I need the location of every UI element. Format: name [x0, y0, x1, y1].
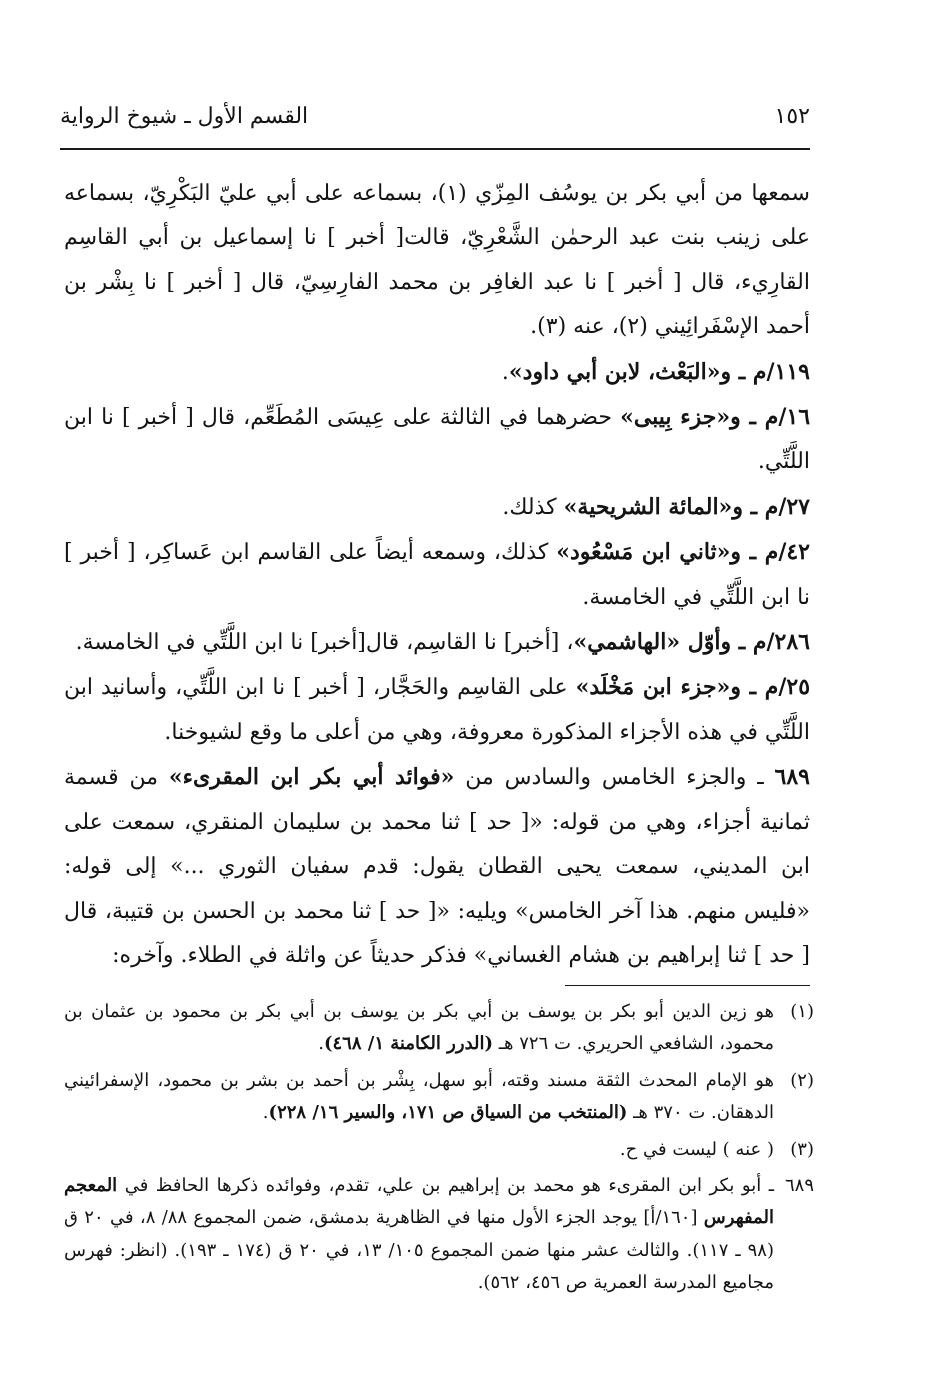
entry-text: على القاسِم والحَجَّار، [ أخبر ] نا ابن اللَّتِّي، وأسانيد ابن اللَّتِّي في هذه الأجزاء المذكورة معروفة، وهي من أعلى ما وقع لشيوخنا.	[64, 675, 810, 745]
footnote-2	[64, 1065, 814, 1130]
entry-tag: /م ـ وأوّل	[687, 629, 775, 656]
footnote-mark: (١)	[790, 1001, 814, 1022]
main-text	[64, 172, 810, 978]
entry-tag: /م ـ و	[730, 404, 787, 431]
entry-title: «المائة الشريحية»	[563, 493, 733, 520]
entry-text: .	[501, 359, 509, 385]
footnote-mark: ٦٨٩	[784, 1175, 814, 1197]
entry-lead: ـ والجزء الخامس والسادس من	[454, 765, 775, 791]
footnote-689	[64, 1170, 814, 1300]
entry-tag: /م ـ و	[730, 539, 787, 566]
entry-title: «جزء بِيبى»	[620, 404, 731, 431]
footnote-text: هو الإمام المحدث الثقة مسند وقته، أبو سهل، بِشْر بن أحمد بن بشر بن محمود، الإسفرائيني الدهقان. ت ٣٧٠ هـ	[64, 1069, 774, 1124]
entry-text: كذلك.	[502, 494, 564, 520]
entry-text: حضرهما في الثالثة على عِيسَى المُطَعِّم، قال [ أخبر ] نا ابن اللَّتِّي.	[64, 405, 810, 475]
entry-number: ٤٢	[786, 539, 810, 566]
entry-title: «فوائد أبي بكر ابن المقرىء»	[168, 764, 455, 791]
footnote-tail: .	[262, 1102, 269, 1124]
footnote-source: (الدرر الكامنة ١/ ٤٦٨)	[323, 1033, 494, 1055]
entry-title: «الهاشمي»	[573, 629, 688, 656]
entry-number: ٢٧	[786, 493, 810, 520]
footnote-mark: (٣)	[790, 1138, 814, 1160]
footnote-tail: [١٦٠/أ] يوجد الجزء الأول منها في الظاهرية بدمشق، ضمن المجموع ٨٨/ ٨، في ٢٠ ق (٩٨ ـ ١١٧). والثالث عشر منها ضمن المجموع ١٠٥/ ١٣، في ٢٠ ق (١٧٤ ـ ١٩٣). (انظر: فهرس مجاميع المدرسة العمرية ص ٤٥٦، ٥٦٢).	[64, 1207, 774, 1294]
entry-27	[64, 485, 810, 530]
page-number: ١٥٢	[774, 103, 810, 129]
entry-689	[64, 755, 810, 978]
entry-286	[64, 620, 810, 665]
entry-tag: /م ـ و	[732, 493, 787, 520]
entry-title: «البَعْث، لابن أبي داود»	[508, 358, 721, 385]
footnote-3	[64, 1134, 814, 1166]
entry-42	[64, 530, 810, 620]
entry-text: من قسمة ثمانية أجزاء، وهي من قوله: «[ حد ] ثنا محمد بن سليمان المنقري، سمعت على ابن المديني، سمعت يحيى القطان يقول: قدم سفيان الثوري ...» إلى قوله: «فليس منهم. هذا آخر الخامس» ويليه: «[ حد ] ثنا محمد بن الحسن بن قتيبة، قال [ حد ] ثنا إبراهيم بن هشام الغساني» فذكر حديثاً عن واثلة في الطلاء. وآخره:	[64, 765, 810, 968]
entry-119	[64, 350, 810, 395]
footnote-text: هو زين الدين أبو بكر بن يوسف بن أبي بكر بن يوسف بن أبي بكر بن محمود بن عثمان بن محمود، الشافعي الحريري. ت ٧٢٦ هـ	[64, 1001, 774, 1055]
entry-title: «جزء ابن مَخْلَد»	[575, 674, 731, 701]
footnote-source: المعجم المفهرس	[64, 1175, 774, 1229]
header-rule	[60, 148, 810, 150]
entry-text: كذلك، وسمعه أيضاً على القاسم ابن عَساكِر، [ أخبر ] نا ابن اللَّتِّي في الخامسة.	[64, 540, 810, 610]
entry-16	[64, 395, 810, 485]
footnote-mark: (٢)	[790, 1069, 814, 1091]
entry-number: ٢٨٦	[774, 629, 810, 656]
entry-number: ٦٨٩	[774, 764, 810, 791]
footnote-tail: .	[318, 1033, 324, 1055]
footnote-text: ( عنه ) ليست في ح.	[619, 1138, 774, 1160]
entry-tag: /م ـ و	[730, 674, 787, 701]
footnote-rule	[565, 985, 810, 986]
entry-number: ١٦	[786, 404, 811, 431]
entry-number: ١١٩	[774, 358, 810, 385]
running-title: القسم الأول ـ شيوخ الرواية	[60, 103, 309, 129]
entry-25	[64, 665, 810, 755]
intro-paragraph: سمعها من أبي بكر بن يوسُف المِزّي (١)، بسماعه على أبي عليّ البَكْرِيّ، بسماعه على زينب بنت عبد الرحمٰن الشَّعْرِيّ، قالت[ أخبر ] نا إسماعيل بن أبي القاسِم القارِيء، قال [ أخبر ] نا عبد الغافِر بن محمد الفارِسِيّ، قال [ أخبر ] نا بِشْر بن أحمد الإسْفَرائِيني (٢)، عنه (٣).	[64, 181, 810, 340]
footnote-text: ـ أبو بكر ابن المقرىء هو محمد بن إبراهيم بن علي، تقدم، وفوائده ذكرها الحافظ في	[117, 1175, 774, 1197]
footnotes	[64, 996, 814, 1304]
footnote-source: (المنتخب من السياق ص ١٧١، والسير ١٦/ ٢٢٨)	[268, 1102, 628, 1124]
entry-text: ، [أخبر] نا القاسِم، قال[أخبر] نا ابن اللَّتِّي في الخامسة.	[75, 630, 574, 656]
entry-title: «ثاني ابن مَسْعُود»	[556, 539, 731, 566]
footnote-1	[64, 996, 814, 1061]
page-header	[60, 96, 810, 136]
entry-tag: /م ـ و	[720, 358, 775, 385]
entry-number: ٢٥	[786, 674, 811, 701]
